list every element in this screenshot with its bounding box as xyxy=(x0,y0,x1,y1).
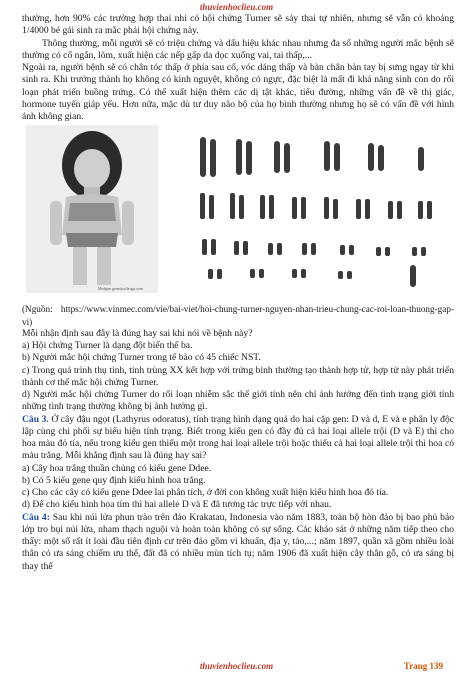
question-3-text: Ở cây đậu ngọt (Lathyrus odoratus), tính trạng hình dạng quả do hai cặp gen: D và d, E và e phân ly độc lập cùng chi phối sự biểu hiện tính trạng. Biết trong kiểu gen có đầy đủ cả hai loại allele trội (D và E) thì cho hoa màu đỏ tía, nếu trong kiểu gen thiếu một trong hai loại allele trội hoặc thiếu cả hai loại allele trội thì hoa có màu trắng. Mỗi khẳng định sau là đúng hay sai? xyxy=(22,413,454,462)
q2-option-b: b) Người mắc hội chứng Turner trong tế bào có 45 chiếc NST. xyxy=(22,352,261,364)
image-credit: Medgen genetics/drugs.com xyxy=(98,286,144,292)
q3-option-c: c) Cho các cây có kiểu gene Ddee lai phân tích, ở đời con không xuất hiện kiểu hình hoa đỏ tía. xyxy=(22,487,389,498)
site-footer[interactable]: thuvienhoclieu.com xyxy=(199,661,274,671)
question-3 xyxy=(22,414,454,463)
q3-option-a: a) Cây hoa trắng thuần chủng có kiểu gene Ddee. xyxy=(22,462,212,474)
q3-option-b: b) Có 5 kiểu gene quy định kiểu hình hoa trắng. xyxy=(22,474,206,486)
q2-prompt: Mỗi nhận định sau đây là đúng hay sai khi nói về bệnh này? xyxy=(22,327,253,339)
question-3-label: Câu 3. xyxy=(22,413,49,425)
question-4-text: Sau khi núi lửa phun trào trên đảo Krakatau, Indonesia vào năm 1883, toàn bộ hòn đảo bị bao phủ bảo lớp tro bụi núi lửa, nham thạch nguội và hoàn toàn không có sự sống. Các khảo sát ở những năm tiếp theo cho thấy: một số rất ít loài đầu tiên định cư trên đảo gồm vi khuẩn, địa y, tảo,...; năm 1897, quần xã gồm nhiều loài thân cỏ ưa sáng chiếm ưu thế, đất đã có nhiều mùn tích tụ; năm 1906 đã xuất hiện cây thân gỗ, cỏ ưa sáng bị thay thế xyxy=(22,511,455,572)
child-photo xyxy=(26,125,158,293)
intro-paragraph: thường, hơn 90% các trường hợp thai nhi có hội chứng Turner sẽ sảy thai tự nhiên, nhưng sẽ vẫn có khoảng 1/4000 bé gái sinh ra mắc phải hội chứng này. xyxy=(22,13,454,37)
q2-option-c: c) Trong quá trình thụ tinh, tinh trùng XX kết hợp với trứng bình thường tạo thành hợp tử, hợp tử này phát triển thành cơ thể mắc hội chứng Turner. xyxy=(22,364,454,388)
paragraph-symptoms: Thông thường, mỗi người sẽ có triệu chứng và dấu hiệu khác nhau nhưng đa số những người mắc bệnh sẽ thường có cổ ngắn, lõm, xuất hiện các nếp gấp da dọc xuống vai, tai thấp,... xyxy=(22,37,454,61)
document-body xyxy=(22,13,454,573)
question-4-label: Câu 4: xyxy=(22,511,50,523)
source-citation: (Nguồn: https://www.vinmec.com/vie/bai-viet/hoi-chung-turner-nguyen-nhan-trieu-chung-cac-roi-loan-thuong-gap-vi) xyxy=(22,304,454,327)
karyotype-image xyxy=(190,129,456,289)
turner-figure xyxy=(22,125,454,300)
q2-option-a: a) Hội chứng Turner là dạng đột biến thể ba. xyxy=(22,340,193,351)
paragraph-details: Ngoài ra, người bệnh sẽ có chân tóc thấp ở phía sau cổ, vóc dáng thấp và bàn chân bàn tay bị sưng ngay từ khi sinh ra. Khi trưởng thành họ không có kinh nguyệt, không có ngực, đặc biệt là mất đi khả năng sinh con do rối loạn phát triển buồng trứng. Có thể xuất hiện thêm các dị tật khác, tiểu đường, những vấn đề về thị giác, hormone tuyến giáp yếu. Hơn nữa, mặc dù tư duy não bộ của họ bình thường nhưng họ sẽ có vấn đề với hình ảnh không gian. xyxy=(22,62,454,122)
q2-option-d: d) Người mắc hội chứng Turner do rối loạn nhiễm sắc thể giới tính nên chỉ ảnh hưởng đến tình trạng giới tính những tình trạng thường không bị ảnh hưởng gì. xyxy=(22,389,454,413)
site-header[interactable]: thuvienhoclieu.com xyxy=(199,2,274,12)
q3-option-d: d) Để cho kiểu hình hoa tím thì hai allele D và E đã tương tác trực tiếp với nhau. xyxy=(22,499,332,511)
page-number: Trang 139 xyxy=(403,661,443,671)
question-4 xyxy=(22,512,454,573)
